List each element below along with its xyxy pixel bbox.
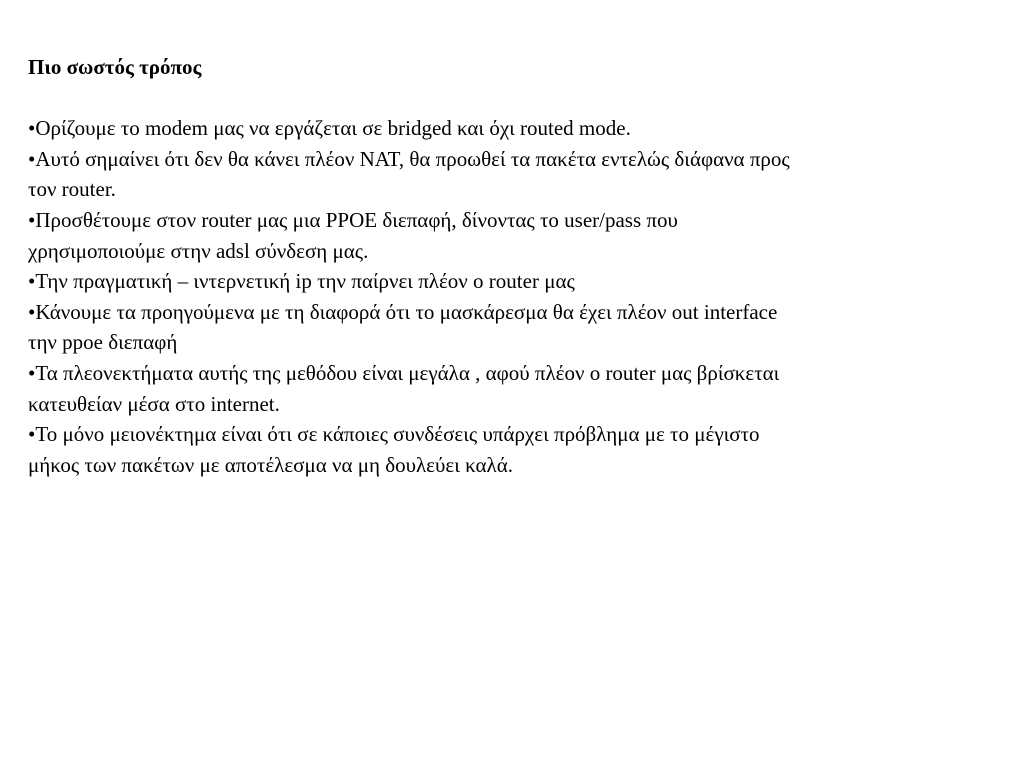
bullet-list [28,113,988,480]
bullet-line: •Την πραγματική – ιντερνετική ip την παίρνει πλέον ο router μας [28,269,575,294]
bullet-item [28,358,988,419]
bullet-line: κατευθείαν μέσα στο internet. [28,391,280,416]
slide-content [28,52,988,480]
bullet-item [28,266,988,297]
bullet-item [28,113,988,144]
title-spacer [28,83,988,114]
bullet-line: •Αυτό σημαίνει ότι δεν θα κάνει πλέον NAT, θα προωθεί τα πακέτα εντελώς διάφανα προς [28,146,790,171]
bullet-line: •Προσθέτουμε στον router μας μια PPOE διεπαφή, δίνοντας το user/pass που [28,207,678,232]
bullet-item [28,144,988,205]
bullet-line: μήκος των πακέτων με αποτέλεσμα να μη δουλεύει καλά. [28,452,513,477]
bullet-item [28,205,988,266]
bullet-line: χρησιμοποιούμε στην adsl σύνδεση μας. [28,238,369,263]
bullet-line: τον router. [28,177,116,202]
bullet-line: •Κάνουμε τα προηγούμενα με τη διαφορά ότι το μασκάρεσμα θα έχει πλέον out interface [28,299,778,324]
bullet-line: •Το μόνο μειονέκτημα είναι ότι σε κάποιες συνδέσεις υπάρχει πρόβλημα με το μέγιστο [28,422,760,447]
bullet-line: •Ορίζουμε το modem μας να εργάζεται σε bridged και όχι routed mode. [28,116,631,141]
bullet-line: την ppoe διεπαφή [28,330,178,355]
bullet-line: •Τα πλεονεκτήματα αυτής της μεθόδου είναι μεγάλα , αφού πλέον ο router μας βρίσκεται [28,360,780,385]
slide-title: Πιο σωστός τρόπος [28,55,202,79]
bullet-item [28,297,988,358]
bullet-item [28,419,988,480]
